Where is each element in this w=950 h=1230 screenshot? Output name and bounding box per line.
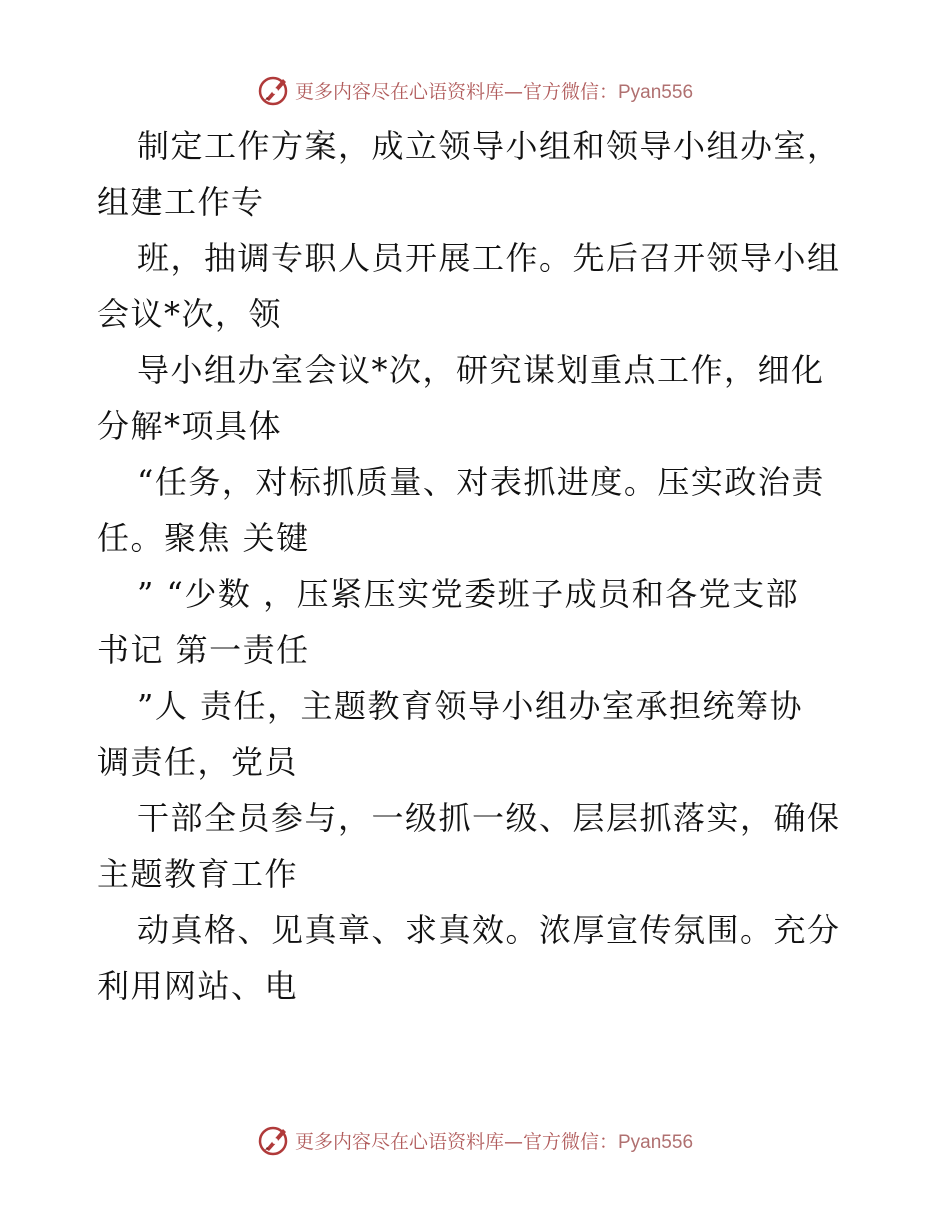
text-line: 书记 第一责任 <box>97 631 310 669</box>
paragraph <box>97 454 877 566</box>
text-line: “任务，对标抓质量、对表抓进度。压实政治责 <box>137 463 825 501</box>
text-line: ”人 责任，主题教育领导小组办室承担统筹协 <box>137 687 804 725</box>
paragraph <box>97 342 877 454</box>
text-line: 会议*次，领 <box>97 295 283 333</box>
paragraph <box>97 790 877 902</box>
quill-pen-logo-icon <box>257 73 291 107</box>
header-watermark-banner <box>0 70 950 110</box>
paragraph <box>97 118 877 230</box>
paragraph <box>97 566 877 678</box>
text-line: 任。聚焦 关键 <box>97 519 310 557</box>
text-line: 分解*项具体 <box>97 407 283 445</box>
paragraph <box>97 678 877 790</box>
text-line: 制定工作方案，成立领导小组和领导小组办室， <box>137 127 841 165</box>
text-line: 组建工作专 <box>97 183 265 221</box>
text-line: 干部全员参与，一级抓一级、层层抓落实，确保 <box>137 799 841 837</box>
text-line: ” “少数 ，压紧压实党委班子成员和各党支部 <box>137 575 800 613</box>
text-line: 利用网站、电 <box>97 967 299 1005</box>
paragraph <box>97 230 877 342</box>
paragraph <box>97 902 877 1014</box>
footer-watermark-text: 更多内容尽在心语资料库—官方微信：Pyan556 <box>294 1130 694 1153</box>
footer-watermark-banner <box>0 1120 950 1160</box>
text-line: 导小组办室会议*次，研究谋划重点工作，细化 <box>137 351 825 389</box>
text-line: 主题教育工作 <box>97 855 299 893</box>
quill-pen-logo-icon <box>257 1123 291 1157</box>
text-line: 调责任，党员 <box>97 743 299 781</box>
text-line: 班，抽调专职人员开展工作。先后召开领导小组 <box>137 239 841 277</box>
header-watermark-text: 更多内容尽在心语资料库—官方微信：Pyan556 <box>294 80 694 103</box>
document-body <box>97 118 877 1014</box>
text-line: 动真格、见真章、求真效。浓厚宣传氛围。充分 <box>137 911 841 949</box>
